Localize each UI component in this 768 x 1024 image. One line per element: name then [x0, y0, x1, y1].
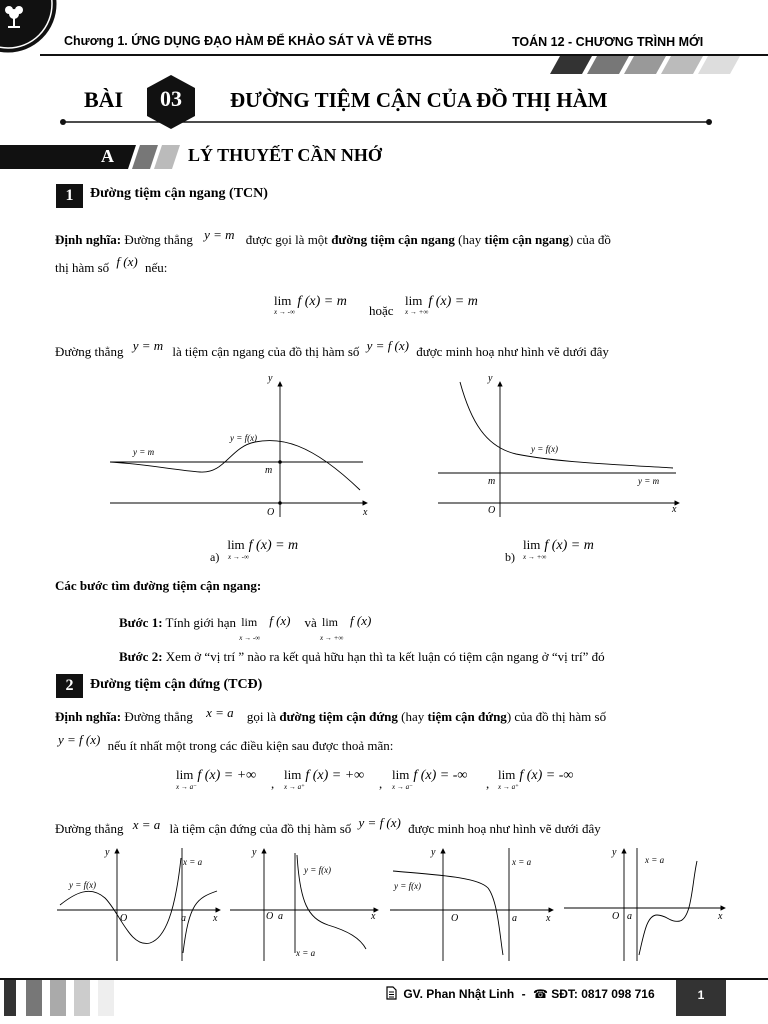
- svg-text:x = a: x = a: [183, 857, 203, 867]
- svg-text:O: O: [120, 913, 128, 924]
- part1-definition-line2: thị hàm số f (x) nếu:: [55, 254, 168, 275]
- step2: Bước 2: Xem ở “vị trí ” nào ra kết quả hữu hạn thì ta kết luận có tiệm cận ngang ở “vị trí” đó: [119, 649, 605, 664]
- part1-limit-right: lim f (x) = m x → +∞: [405, 293, 478, 316]
- graph-a-m: m: [265, 465, 273, 476]
- graph-va-4: [562, 843, 732, 963]
- graph-b: [436, 372, 686, 522]
- svg-text:x: x: [546, 913, 551, 924]
- lesson-title: ĐƯỜNG TIỆM CẬN CỦA ĐỒ THỊ HÀM: [230, 88, 608, 112]
- graph-b-m: m: [488, 476, 496, 487]
- limit-4: lim f (x) = -∞ x → a⁺: [498, 767, 574, 791]
- svg-text:y: y: [612, 847, 617, 858]
- graph-a-line-label: y = m: [133, 447, 155, 457]
- svg-text:O: O: [266, 911, 274, 922]
- svg-text:x = a: x = a: [645, 855, 665, 865]
- part1-or: hoặc: [369, 303, 394, 318]
- phone-icon: ☎: [532, 987, 548, 1001]
- part1-definition-line1: Định nghĩa: Đường thẳng y = m được gọi là một đường tiệm cận ngang (hay tiệm cận ngang) của đồ: [55, 227, 611, 247]
- svg-text:a: a: [627, 911, 632, 922]
- part2-illustration-text: Đường thẳng x = a là tiệm cận đứng của đồ thị hàm số y = f (x) được minh hoạ như hình vẽ dưới đây: [55, 815, 601, 836]
- section-a-bar: [0, 145, 180, 174]
- graph-b-curve-label: y = f(x): [531, 444, 559, 454]
- part1-title: Đường tiệm cận ngang (TCN): [90, 186, 268, 201]
- chapter-title: Chương 1. ỨNG DỤNG ĐẠO HÀM ĐỂ KHẢO SÁT VÀ VẼ ĐTHS: [64, 34, 432, 48]
- page-number-box: [676, 980, 726, 1016]
- graph-b-curve: [460, 382, 673, 468]
- svg-text:y: y: [252, 847, 257, 858]
- svg-text:O: O: [612, 911, 620, 922]
- svg-text:x: x: [213, 913, 218, 924]
- limit-2: lim f (x) = +∞ x → a⁺: [284, 767, 365, 791]
- graph-a-origin: O: [267, 507, 275, 518]
- part2-definition-line2: y = f (x) nếu ít nhất một trong các điều kiện sau được thoả mãn:: [58, 732, 394, 753]
- graph-a-curve-label: y = f(x): [230, 433, 258, 443]
- svg-text:x = a: x = a: [512, 857, 532, 867]
- part2-number: 2: [56, 674, 83, 698]
- graph-b-line-label: y = m: [638, 476, 660, 486]
- graph-va-3: [388, 843, 560, 963]
- graph-b-caption: $_{b)}$ lim f (x) = m x → +∞: [505, 537, 594, 564]
- svg-text:y = f(x): y = f(x): [304, 865, 332, 875]
- svg-text:y: y: [431, 847, 436, 858]
- corner-logo: [0, 0, 58, 56]
- svg-text:y = f(x): y = f(x): [394, 881, 422, 891]
- part1-number: 1: [56, 184, 83, 208]
- svg-text:x = a: x = a: [296, 948, 316, 958]
- course-title: TOÁN 12 - CHƯƠNG TRÌNH MỚI: [512, 35, 704, 49]
- lesson-prefix: BÀI: [84, 87, 124, 112]
- svg-text:O: O: [451, 913, 459, 924]
- part2-definition-line1: Định nghĩa: Đường thẳng x = a gọi là đường tiệm cận đứng (hay tiệm cận đứng) của đồ thị hàm số: [55, 705, 607, 724]
- footer-stripes: [0, 980, 120, 1021]
- section-a-title: LÝ THUYẾT CẦN NHỚ: [188, 145, 382, 165]
- graph-va-2: [228, 843, 384, 963]
- svg-text:a: a: [278, 911, 283, 922]
- graph-a-y-label: y: [268, 373, 273, 384]
- step1: Bước 1: Tính giới hạn lim f (x) x → -∞ và lim f (x) x → +∞: [119, 613, 372, 642]
- graph-va-1: [55, 843, 227, 963]
- footer-credit: GV. Phan Nhật Linh - ☎ SĐT: 0817 098 716: [386, 986, 655, 1003]
- limit-1: lim f (x) = +∞ x → a⁻: [176, 767, 257, 791]
- limit-3: lim f (x) = -∞ x → a⁻: [392, 767, 468, 791]
- graph-a-x-label: x: [363, 507, 368, 518]
- page-number: 1: [697, 988, 705, 1002]
- svg-text:y: y: [105, 847, 110, 858]
- graph-b-x-label: x: [672, 504, 677, 515]
- svg-text:a: a: [512, 913, 517, 924]
- part2-limits: lim f (x) = +∞ x → a⁻ , lim f (x) = +∞ x → a⁺ , lim f (x) = -∞ x → a⁻ , lim f (x) = -∞ x → a⁺: [176, 767, 574, 791]
- lesson-number: 03: [160, 86, 182, 111]
- header-stripes: [550, 56, 768, 79]
- section-a-letter: A: [101, 146, 114, 166]
- part2-title: Đường tiệm cận đứng (TCĐ): [90, 677, 263, 692]
- svg-text:x: x: [371, 911, 376, 922]
- graph-b-origin: O: [488, 505, 496, 516]
- document-icon: [386, 986, 397, 1003]
- svg-text:a: a: [181, 913, 186, 924]
- graph-a-caption: $_{a)}$ lim f (x) = m x → -∞: [210, 537, 299, 564]
- steps-title: Các bước tìm đường tiệm cận ngang:: [55, 578, 262, 593]
- graph-b-y-label: y: [488, 373, 493, 384]
- svg-text:y = f(x): y = f(x): [69, 880, 97, 890]
- part1-illustration-text: Đường thẳng y = m là tiệm cận ngang của đồ thị hàm số y = f (x) được minh hoạ như hình vẽ dưới đây: [55, 338, 609, 359]
- part1-limit-left: lim f (x) = m x → -∞: [274, 293, 347, 316]
- graph-a: [105, 372, 375, 522]
- svg-text:x: x: [718, 911, 723, 922]
